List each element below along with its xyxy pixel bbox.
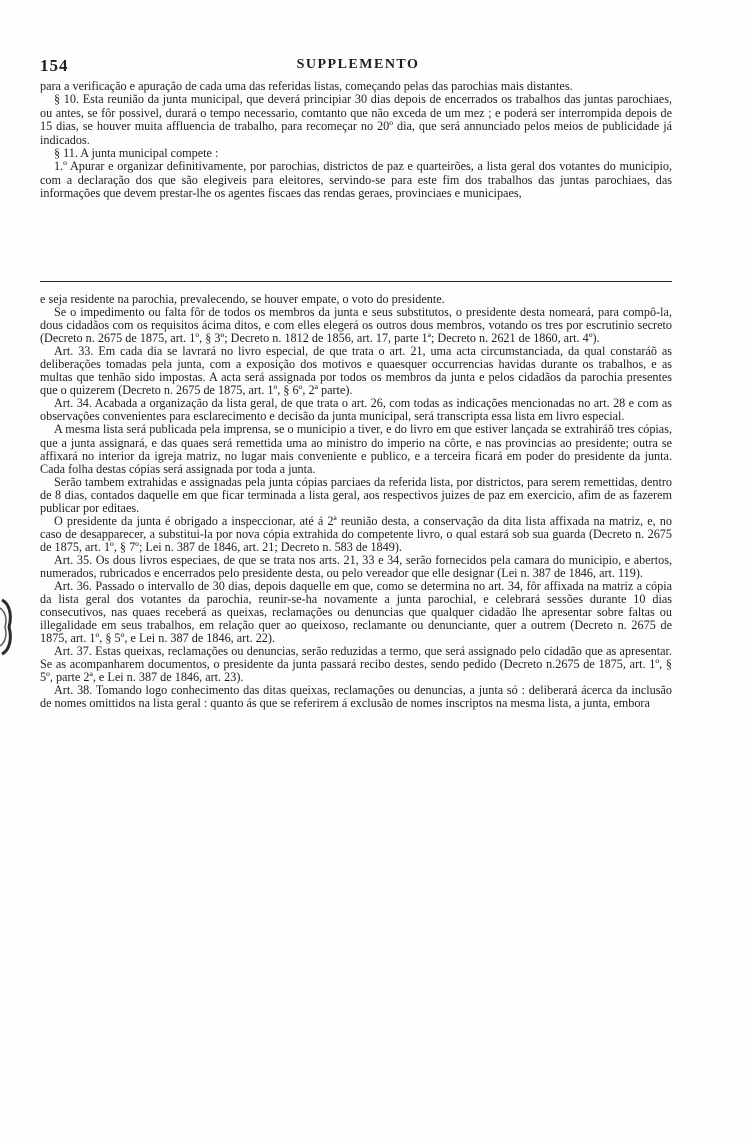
binding-mark — [0, 598, 14, 656]
article-paragraph: Art. 35. Os dous livros especiaes, de que se trata nos arts. 21, 33 e 34, serão fornecidos pela camara do municipio, e abertos, numerados, rubricados e encerrados pelo presidente desta, ou pelo vereador que elle designar (Lei n. 387 de 1846, art. 119). — [40, 552, 672, 580]
article-paragraph: Art. 38. Tomando logo conhecimento das ditas queixas, reclamações ou denuncias, a junta só : deliberará ácerca da inclusão de nomes omittidos na lista geral : quanto ás que se referirem á exclusão de nomes inscriptos na mesma lista, a junta, embora — [40, 683, 672, 711]
main-text-block — [40, 80, 672, 201]
separator-rule — [40, 281, 672, 282]
annotation-text-block — [40, 293, 672, 711]
body-paragraph: § 10. Esta reunião da junta municipal, que deverá principiar 30 dias depois de encerrados os trabalhos das juntas parochiaes, ou antes, se fôr possivel, durará o tempo necessario, comtanto que não exceda de um mez ; e poderá ser interrompida depois de 15 dias, se houver muita affluencia de trabalho, para recomeçar no 20º dia, que será annunciado pelos meios de publicidade já indicados. — [40, 92, 672, 147]
annotation-paragraph: Se o impedimento ou falta fôr de todos os membros da junta e seus substitutos, o presidente desta nomeará, para compô-la, dous cidadãos com os requisitos ácima ditos, e com elles elegerá os outros dous membros, votando os tres por escrutinio secreto (Decreto n. 2675 de 1875, art. 1º, § 3º; Decreto n. 1812 de 1856, art. 17, parte 1ª; Decreto n. 2621 de 1860, art. 4º). — [40, 305, 672, 346]
body-paragraph: para a verificação e apuração de cada uma das referidas listas, começando pelas das parochias mais distantes. — [40, 79, 573, 93]
page-number: 154 — [40, 56, 69, 75]
article-paragraph: Art. 37. Estas queixas, reclamações ou denuncias, serão reduzidas a termo, que será assignado pelo cidadão que as apresentar. Se as acompanharem documentos, o presidente da junta passará recibo destes, sendo pedido (Decreto n.2675 de 1875, art. 1º, § 5º, parte 2ª, e Lei n. 387 de 1846, art. 23). — [40, 644, 672, 685]
annotation-paragraph: O presidente da junta é obrigado a inspeccionar, até á 2ª reunião desta, a conservação da dita lista affixada na matriz, e, no caso de desapparecer, a substitui-la por nova cópia extrahida do competente livro, o qual estará sob sua guarda (Decreto n. 2675 de 1875, art. 1º, § 7º; Lei n. 387 de 1846, art. 21; Decreto n. 583 de 1849). — [40, 513, 672, 554]
body-paragraph: § 11. A junta municipal compete : — [54, 146, 219, 161]
annotation-paragraph: A mesma lista será publicada pela imprensa, se o municipio a tiver, e do livro em que estiver lançada se extrahiráõ tres cópias, que a junta assignará, e das quaes será remettida uma ao ministro do imperio na côrte, e nas provincias ao presidente; outra se affixará no interior da igreja matriz, no lugar mais conveniente e publico, e a terceira ficará em poder do presidente da junta. Cada folha destas cópias será assignada por toda a junta. — [40, 422, 672, 476]
annotation-paragraph: e seja residente na parochia, prevalecendo, se houver empate, o voto do presidente. — [40, 292, 445, 306]
article-paragraph: Art. 33. Em cada dia se lavrará no livro especial, de que trata o art. 21, uma acta circumstanciada, da qual constaráõ as deliberações tomadas pela junta, com a exposição dos motivos e quaesquer occurrencias havidas durante os trabalhos, e as multas que tenhão sido impostas. A acta será assignada por todos os membros da junta e pelos cidadãos da parochia presentes que o quizerem (Decreto n. 2675 de 1875, art. 1º, § 6º, 2ª parte). — [40, 344, 672, 398]
body-paragraph: 1.º Apurar e organizar definitivamente, por parochias, districtos de paz e quarteirões, a lista geral dos votantes do municipio, com a declaração dos que são elegiveis para eleitores, servindo-se para este fim dos trabalhos das juntas parochiaes, das informações que devem prestar-lhe os agentes fiscaes das rendas geraes, provinciaes e municipaes, — [40, 159, 672, 201]
page-header — [40, 56, 676, 74]
running-title: SUPPLEMENTO — [296, 57, 420, 72]
annotation-paragraph: Serão tambem extrahidas e assignadas pela junta cópias parciaes da referida lista, por districtos, para serem remettidas, dentro de 8 dias, contados daquelle em que ficar terminada a lista geral, aos respectivos juizes de paz em exercicio, afim de as fazerem publicar por editaes. — [40, 474, 672, 515]
article-paragraph: Art. 34. Acabada a organização da lista geral, de que trata o art. 26, com todas as indicações mencionadas no art. 28 e com as observações convenientes para esclarecimento e decisão da junta municipal, será transcripta essa lista em livro especial. — [40, 396, 672, 424]
article-paragraph: Art. 36. Passado o intervallo de 30 dias, depois daquelle em que, como se determina no art. 34, fôr affixada na matriz a cópia da lista geral dos votantes da parochia, reunir-se-ha novamente a junta parochial, e celebrará sessões durante 10 dias consecutivos, nas quaes receberá as queixas, reclamações ou denuncias que qualquer cidadão lhe apresentar sobre faltas ou illegalidade em seus trabalhos, em relação quer ao queixoso, reclamante ou denunciante, quer a outrem (Decreto n. 2675 de 1875, art. 1º, § 5º, e Lei n. 387 de 1846, art. 22). — [40, 579, 672, 646]
